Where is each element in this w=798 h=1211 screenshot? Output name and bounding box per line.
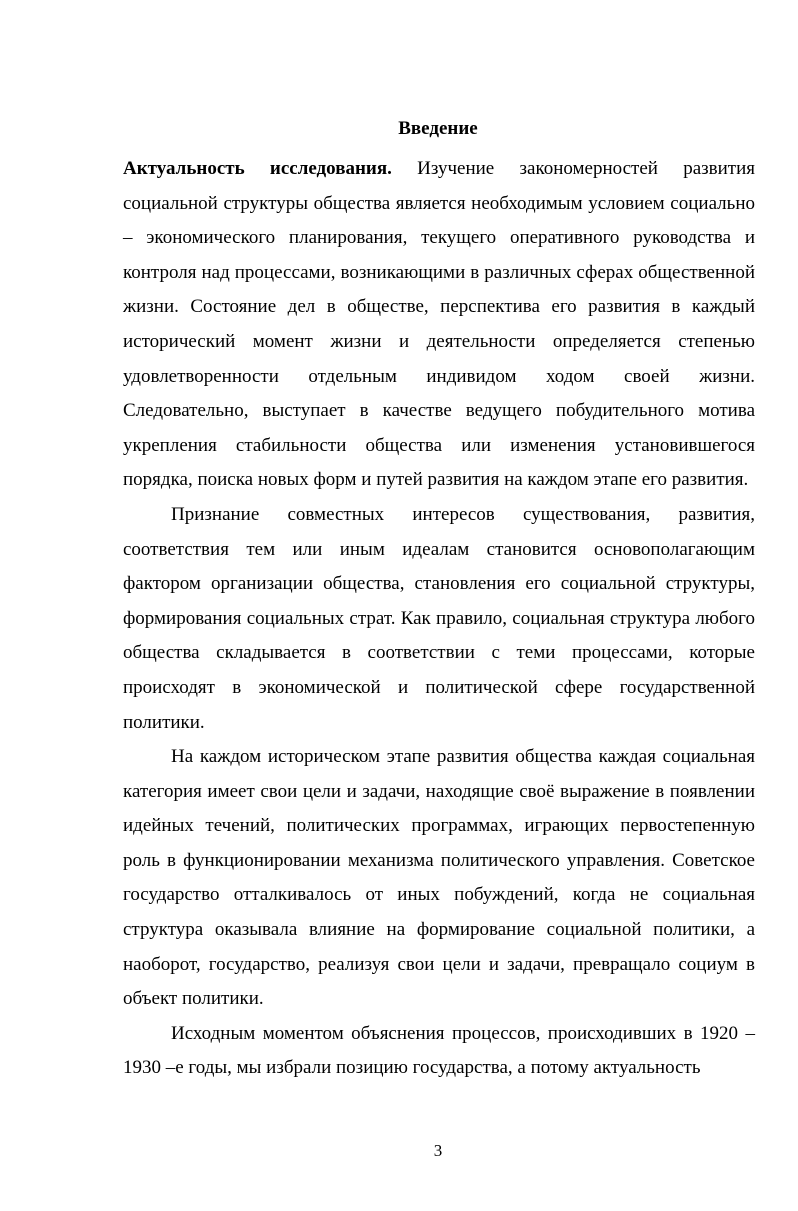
paragraph-lead-text: Актуальность исследования [123, 158, 388, 179]
paragraph-lead [123, 158, 392, 179]
paragraph-historical-stage: На каждом историческом этапе развития общества каждая социальная категория имеет свои цели и задачи, находящие своё выражение в появлении идейных течений, политических программах, играющих первостепенную роль в функционировании механизма политического управления. Советское государство отталкивалось от иных побуждений, когда не социальная структура оказывала влияние на формирование социальной политики, а наоборот, государство, реализуя свои цели и задачи, превращало социум в объект политики. [123, 746, 755, 1010]
paragraph-lead-suffix: . [387, 158, 392, 179]
paragraph-interests: Признание совместных интересов существования, развития, соответствия тем или иным идеалам становится основополагающим фактором организации общества, становления его социальной структуры, формирования социальных страт. Как правило, социальная структура любого общества складывается в соответствии с теми процессами, которые происходят в экономической и политической сфере государственной политики. [123, 503, 755, 733]
paragraph-relevance [123, 152, 755, 498]
document-body [123, 152, 755, 1086]
section-heading: Введение [398, 118, 478, 139]
page-number: 3 [433, 1141, 443, 1160]
paragraph-starting-point: Исходным моментом объяснения процессов, происходивших в 1920 – 1930 –е годы, мы избрали позицию государства, а потому актуальность [123, 1022, 755, 1079]
paragraph-text: Изучение закономерностей развития социальной структуры общества является необходимым условием социально – экономического планирования, текущего оперативного руководства и контроля над процессами, возникающими в различных сферах общественной жизни. Состояние дел в обществе, перспектива его развития в каждый исторический момент жизни и деятельности определяется степенью удовлетворенности отдельным индивидом ходом своей жизни. Следовательно, выступает в качестве ведущего побудительного мотива укрепления стабильности общества или изменения установившегося порядка, поиска новых форм и путей развития на каждом этапе его развития. [123, 158, 755, 491]
